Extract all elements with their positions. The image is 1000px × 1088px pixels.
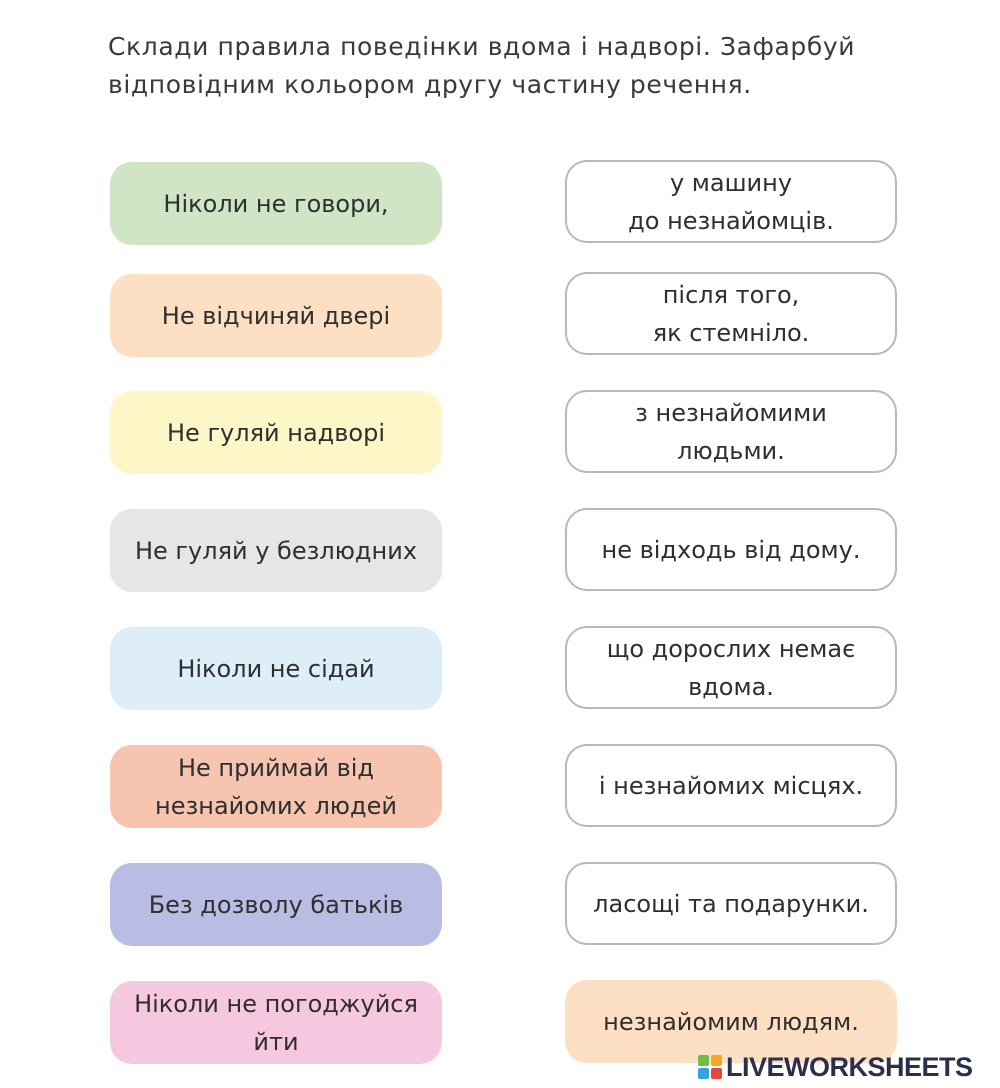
right-phrase-2[interactable] bbox=[565, 272, 897, 355]
right-phrase-text: що дорослих немає вдома. bbox=[606, 634, 856, 701]
left-phrase-text: Не відчиняй двері bbox=[161, 301, 391, 330]
left-phrase-text: Ніколи не погоджуйся йти bbox=[134, 989, 418, 1056]
instructions bbox=[108, 28, 908, 104]
logo-square-2 bbox=[711, 1055, 722, 1066]
right-phrase-text: після того, як стемніло. bbox=[652, 280, 810, 347]
instructions-line-1: Склади правила поведінки вдома і надворі. Зафарбуй bbox=[108, 32, 856, 61]
logo-square-1 bbox=[698, 1055, 709, 1066]
left-phrase-8[interactable] bbox=[110, 981, 442, 1064]
liveworksheets-watermark bbox=[698, 1052, 973, 1082]
right-phrase-7[interactable] bbox=[565, 862, 897, 945]
left-phrase-6[interactable] bbox=[110, 745, 442, 828]
left-phrase-5[interactable] bbox=[110, 627, 442, 710]
left-phrase-text: Не приймай від незнайомих людей bbox=[155, 753, 397, 820]
watermark-text: LIVEWORKSHEETS bbox=[726, 1051, 973, 1082]
left-phrase-4[interactable] bbox=[110, 509, 442, 592]
left-phrase-7[interactable] bbox=[110, 863, 442, 946]
right-phrase-1[interactable] bbox=[565, 160, 897, 243]
left-phrase-3[interactable] bbox=[110, 391, 442, 474]
instructions-line-2: відповідним кольором другу частину речення. bbox=[108, 70, 752, 99]
left-phrase-text: Не гуляй надворі bbox=[167, 418, 385, 447]
right-phrase-text: у машину до незнайомців. bbox=[628, 168, 834, 235]
left-phrase-text: Не гуляй у безлюдних bbox=[134, 536, 418, 565]
liveworksheets-logo-icon bbox=[698, 1055, 722, 1079]
left-phrase-text: Ніколи не говори, bbox=[163, 189, 389, 218]
right-phrase-text: не відходь від дому. bbox=[601, 535, 861, 564]
right-phrase-5[interactable] bbox=[565, 626, 897, 709]
right-phrase-text: і незнайомих місцях. bbox=[598, 771, 864, 800]
right-phrase-text: з незнайомими людьми. bbox=[635, 398, 827, 465]
right-phrase-6[interactable] bbox=[565, 744, 897, 827]
left-phrase-2[interactable] bbox=[110, 274, 442, 357]
left-phrase-text: Ніколи не сідай bbox=[177, 654, 375, 683]
right-phrase-3[interactable] bbox=[565, 390, 897, 473]
right-phrase-text: ласощі та подарунки. bbox=[593, 889, 869, 918]
right-phrase-4[interactable] bbox=[565, 508, 897, 591]
left-phrase-1[interactable] bbox=[110, 162, 442, 245]
right-phrase-text: незнайомим людям. bbox=[603, 1007, 859, 1036]
logo-square-3 bbox=[698, 1068, 709, 1079]
left-phrase-text: Без дозволу батьків bbox=[148, 890, 404, 919]
logo-square-4 bbox=[711, 1068, 722, 1079]
